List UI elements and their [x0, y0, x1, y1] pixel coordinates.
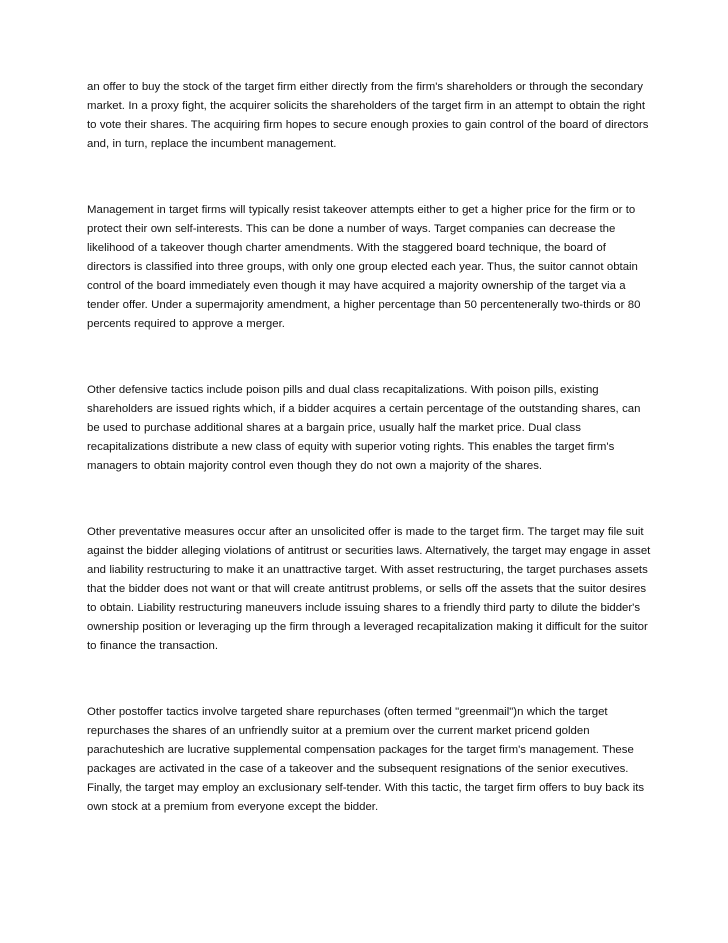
paragraph-spacer	[87, 656, 652, 703]
paragraph-proxy-fight: an offer to buy the stock of the target firm either directly from the firm's shareholders or through the secondary market. In a proxy fight, the acquirer solicits the shareholders of the target firm in an attempt to obtain the right to vote their shares. The acquiring firm hopes to secure enough proxies to gain control of the board of directors and, in turn, replace the incumbent management.	[87, 81, 649, 150]
paragraph-defensive-tactics: Other defensive tactics include poison pills and dual class recapitalizations. With poison pills, existing shareholders are issued rights which, if a bidder acquires a certain percentage of the outstanding shares, can be used to purchase additional shares at a bargain price, usually half the market price. Dual class recapitalizations distribute a new class of equity with superior voting rights. This enables the target firm's managers to obtain majority control even though they do not own a majority of the shares.	[87, 384, 641, 472]
paragraph-spacer	[87, 334, 652, 381]
paragraph-postoffer-tactics: Other postoffer tactics involve targeted share repurchases (often termed "greenmail")n which the target repurchases the shares of an unfriendly suitor at a premium over the current market pricend golden parachuteshich are lucrative supplemental compensation packages for the target firm's management. These packages are activated in the case of a takeover and the subsequent resignations of the senior executives. Finally, the target may employ an exclusionary self-tender. With this tactic, the target firm offers to buy back its own stock at a premium from everyone except the bidder.	[87, 706, 645, 813]
paragraph-preventative-measures: Other preventative measures occur after an unsolicited offer is made to the target firm. The target may file suit against the bidder alleging violations of antitrust or securities laws. Alternatively, the target may engage in asset and liability restructuring to make it an unattractive target. With asset restructuring, the target purchases assets that the bidder does not want or that will create antitrust problems, or sells off the assets that the suitor desires to obtain. Liability restructuring maneuvers include issuing shares to a friendly third party to dilute the bidder's ownership position or leveraging up the firm through a leveraged recapitalization making it difficult for the suitor to finance the transaction.	[87, 526, 651, 652]
paragraph-spacer	[87, 154, 652, 201]
document-body	[87, 78, 652, 817]
paragraph-management-resistance: Management in target firms will typically resist takeover attempts either to get a higher price for the firm or to protect their own self-interests. This can be done a number of ways. Target companies can decrease the likelihood of a takeover though charter amendments. With the staggered board technique, the board of directors is classified into three groups, with only one group elected each year. Thus, the suitor cannot obtain control of the board immediately even though it may have acquired a majority ownership of the target via a tender offer. Under a supermajority amendment, a higher percentage than 50 percentenerally two-thirds or 80 percents required to approve a merger.	[87, 204, 641, 330]
paragraph-spacer	[87, 476, 652, 523]
